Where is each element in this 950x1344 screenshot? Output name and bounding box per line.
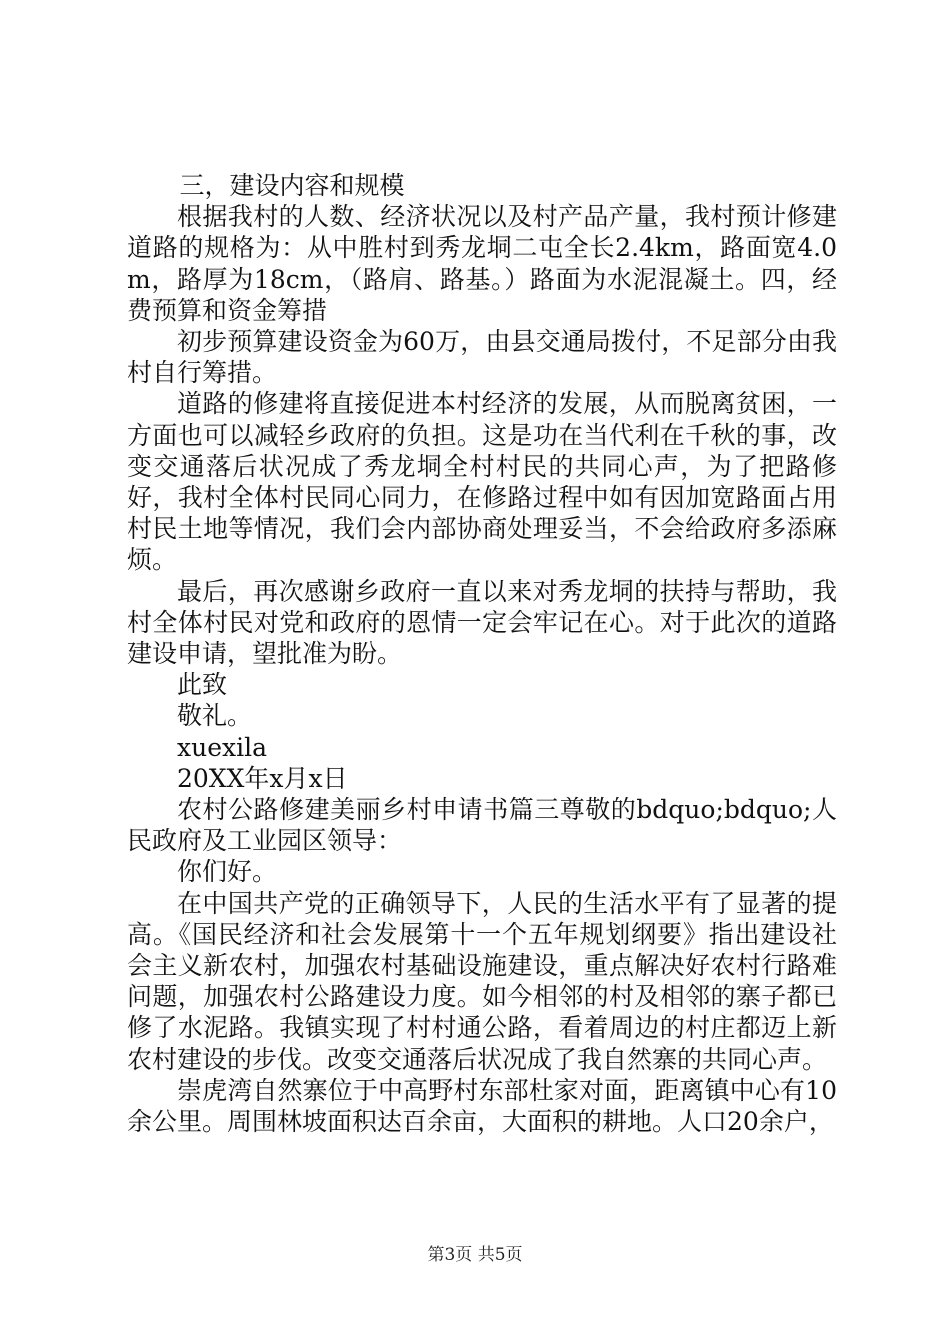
paragraph: 最后，再次感谢乡政府一直以来对秀龙垌的扶持与帮助，我村全体村民对党和政府的恩情一定会牢记在心。对于此次的道路建设申请，望批准为盼。: [127, 576, 837, 669]
signature: xuexila: [177, 732, 267, 762]
paragraph: 初步预算建设资金为60万，由县交通局拨付，不足部分由我村自行筹措。: [127, 327, 837, 388]
document-body: [127, 170, 837, 1137]
page-footer: [0, 1240, 950, 1265]
paragraph: 道路的修建将直接促进本村经济的发展，从而脱离贫困，一方面也可以减轻乡政府的负担。这是功在当代利在千秋的事，改变交通落后状况成了秀龙垌全村村民的共同心声，为了把路修好，我村全体村民同心同力，在修路过程中如有因加宽路面占用村民土地等情况，我们会内部协商处理妥当，不会给政府多添麻烦。: [127, 389, 837, 575]
paragraph: 在中国共产党的正确领导下，人民的生活水平有了显著的提高。《国民经济和社会发展第十一个五年规划纲要》指出建设社会主义新农村，加强农村基础设施建设，重点解决好农村行路难问题，加强农村公路建设力度。如今相邻的村及相邻的寨子都已修了水泥路。我镇实现了村村通公路，看着周边的村庄都迈上新农村建设的步伐。改变交通落后状况成了我自然寨的共同心声。: [127, 888, 837, 1074]
paragraph: 根据我村的人数、经济状况以及村产品产量，我村预计修建道路的规格为：从中胜村到秀龙垌二屯全长2.4km，路面宽4.0m，路厚为18cm，（路肩、路基。）路面为水泥混凝土。四，经费预算和资金筹措: [127, 202, 837, 325]
page-number: 第3页 共5页: [427, 1245, 523, 1265]
date-line: 20XX年x月x日: [177, 763, 348, 793]
paragraph: 农村公路修建美丽乡村申请书篇三尊敬的bdquo;bdquo;人民政府及工业园区领导：: [127, 795, 837, 856]
closing-salutation: 此致: [177, 670, 228, 700]
closing-regards: 敬礼。: [177, 701, 253, 731]
section-heading: 三，建设内容和规模: [179, 171, 405, 200]
greeting: 你们好。: [177, 857, 278, 887]
paragraph: 崇虎湾自然寨位于中高野村东部杜家对面，距离镇中心有10余公里。周围林坡面积达百余亩，大面积的耕地。人口20余户，: [127, 1075, 837, 1137]
